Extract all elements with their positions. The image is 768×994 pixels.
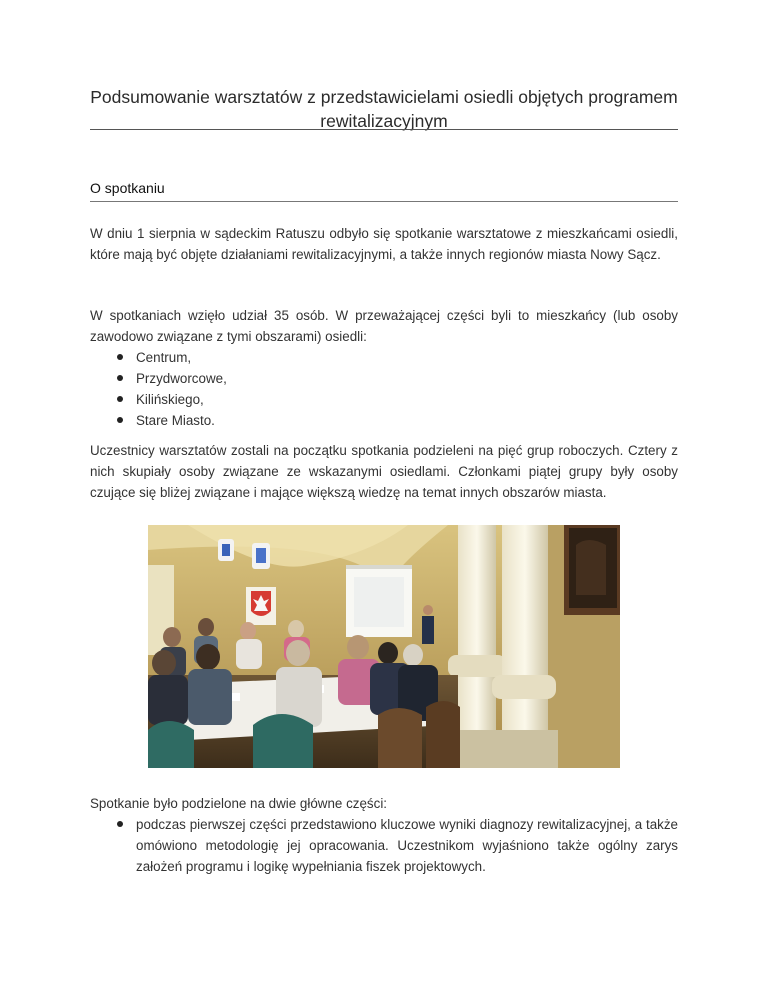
list-item-text: Centrum, (136, 350, 192, 365)
section-divider (90, 201, 678, 202)
list-item-text: Kilińskiego, (136, 392, 204, 407)
parts-list (90, 814, 678, 877)
list-item-text: Stare Miasto. (136, 413, 215, 428)
document-title: Podsumowanie warsztatów z przedstawicielami osiedli objętych programem rewitalizacyjnym (90, 87, 678, 131)
list-item (90, 368, 678, 389)
list-item (90, 389, 678, 410)
list-item-text: podczas pierwszej części przedstawiono kluczowe wyniki diagnozy rewitalizacyjnej, a także omówiono metodologię jej opracowania. Uczestnikom wyjaśniono także ogólny zarys założeń programu i logikę wypełniania fiszek projektowych. (136, 817, 678, 874)
list-item (90, 814, 678, 877)
section-heading: O spotkaniu (90, 180, 165, 196)
list-item-text: Przydworcowe, (136, 371, 227, 386)
meeting-photo (148, 525, 620, 768)
bullet-icon (117, 354, 123, 360)
paragraph-parts-intro: Spotkanie było podzielone na dwie główne części: (90, 796, 388, 811)
paragraph-groups: Uczestnicy warsztatów zostali na początku spotkania podzieleni na pięć grup roboczych. Cztery z nich skupiały osoby związane ze wskazanymi osiedlami. Członkami piątej grupy były osoby czujące się bliżej związane i mające większą wiedzę na temat innych obszarów miasta. (90, 443, 678, 500)
list-item (90, 347, 678, 368)
paragraph-participants: W spotkaniach wzięło udział 35 osób. W przeważającej części byli to mieszkańcy (lub osoby zawodowo związane z tymi obszarami) osiedli: (90, 308, 678, 344)
list-item (90, 410, 678, 431)
districts-list (90, 347, 678, 431)
bullet-icon (117, 821, 123, 827)
bullet-icon (117, 375, 123, 381)
bullet-icon (117, 417, 123, 423)
title-divider (90, 129, 678, 130)
bullet-icon (117, 396, 123, 402)
paragraph-intro: W dniu 1 sierpnia w sądeckim Ratuszu odbyło się spotkanie warsztatowe z mieszkańcami osiedli, które mają być objęte działaniami rewitalizacyjnymi, a także innych regionów miasta Nowy Sącz. (90, 226, 678, 262)
